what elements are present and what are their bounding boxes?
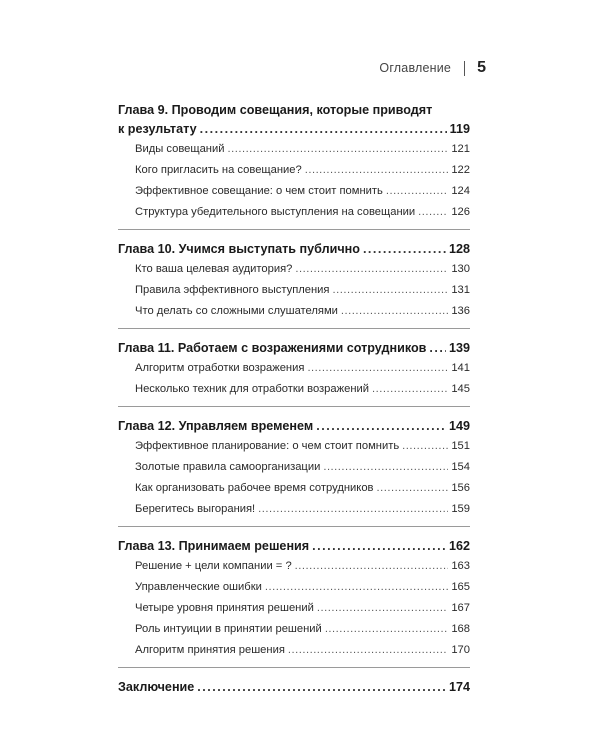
section-page: 124 (451, 185, 470, 197)
dot-leader (295, 259, 448, 280)
section-page: 159 (451, 503, 470, 515)
chapter-entry[interactable] (118, 240, 470, 259)
dot-leader (363, 240, 446, 259)
chapter-entry[interactable] (118, 339, 470, 358)
section-title: Что делать со сложными слушателями (135, 305, 338, 317)
chapter-page: 119 (449, 122, 470, 136)
page-number: 5 (477, 59, 486, 76)
chapter-entry[interactable] (118, 537, 470, 556)
section-title: Кого пригласить на совещание? (135, 164, 302, 176)
chapter-9 (118, 101, 470, 223)
section-entry[interactable] (118, 556, 470, 577)
section-entry[interactable] (118, 181, 470, 202)
section-entry[interactable] (118, 499, 470, 520)
chapter-title: Глава 13. Принимаем решения (118, 539, 310, 553)
section-page: 168 (451, 623, 470, 635)
section-title: Алгоритм отработки возражения (135, 362, 305, 374)
dot-leader (376, 478, 448, 499)
section-title: Правила эффективного выступления (135, 284, 330, 296)
dot-leader (305, 160, 449, 181)
conclusion-page: 174 (448, 680, 470, 694)
section-page: 122 (451, 164, 470, 176)
dot-leader (325, 619, 449, 640)
chapter-divider (118, 526, 470, 527)
section-title: Четыре уровня принятия решений (135, 602, 314, 614)
section-entry[interactable] (118, 301, 470, 322)
dot-leader (295, 556, 449, 577)
dot-leader (288, 640, 448, 661)
section-title: Берегитесь выгорания! (135, 503, 256, 515)
section-title: Роль интуиции в принятии решений (135, 623, 322, 635)
table-of-contents (118, 101, 470, 697)
chapter-entry[interactable] (118, 120, 470, 139)
section-title: Кто ваша целевая аудитория? (135, 263, 293, 275)
chapter-page: 162 (448, 539, 470, 553)
section-entry[interactable] (118, 379, 470, 400)
section-entry[interactable] (118, 358, 470, 379)
section-entry[interactable] (118, 478, 470, 499)
chapter-divider (118, 229, 470, 230)
section-page: 141 (451, 362, 470, 374)
section-entry[interactable] (118, 457, 470, 478)
section-title: Структура убедительного выступления на совещании (135, 206, 416, 218)
section-title: Решение + цели компании = ? (135, 560, 292, 572)
section-page: 170 (451, 644, 470, 656)
page-header (379, 59, 486, 77)
header-divider (464, 61, 465, 76)
section-title: Золотые правила самоорганизации (135, 461, 321, 473)
dot-leader (312, 537, 446, 556)
dot-leader (258, 499, 448, 520)
conclusion-entry[interactable] (118, 678, 470, 697)
dot-leader (265, 577, 448, 598)
section-title: Алгоритм принятия решения (135, 644, 285, 656)
chapter-10 (118, 240, 470, 322)
section-entry[interactable] (118, 280, 470, 301)
section-page: 136 (451, 305, 470, 317)
dot-leader (227, 139, 448, 160)
section-title: Эффективное планирование: о чем стоит помнить (135, 440, 400, 452)
section-page: 121 (451, 143, 470, 155)
section-entry[interactable] (118, 619, 470, 640)
dot-leader (333, 280, 449, 301)
chapter-divider (118, 667, 470, 668)
section-entry[interactable] (118, 640, 470, 661)
chapter-title: Глава 10. Учимся выступать публично (118, 242, 360, 256)
section-entry[interactable] (118, 160, 470, 181)
chapter-title[interactable]: Глава 9. Проводим совещания, которые приводят (118, 103, 433, 117)
section-page: 131 (451, 284, 470, 296)
chapter-page: 128 (448, 242, 470, 256)
chapter-13 (118, 537, 470, 661)
section-title: Эффективное совещание: о чем стоит помнить (135, 185, 383, 197)
chapter-page: 149 (448, 419, 470, 433)
chapter-page: 139 (448, 341, 470, 355)
section-entry[interactable] (118, 436, 470, 457)
section-entry[interactable] (118, 598, 470, 619)
chapter-11 (118, 339, 470, 400)
section-page: 165 (451, 581, 470, 593)
dot-leader (429, 339, 446, 358)
section-entry[interactable] (118, 577, 470, 598)
dot-leader (200, 120, 447, 139)
dot-leader (316, 417, 446, 436)
dot-leader (372, 379, 448, 400)
chapter-12 (118, 417, 470, 520)
dot-leader (402, 436, 448, 457)
section-page: 154 (451, 461, 470, 473)
dot-leader (323, 457, 448, 478)
section-page: 167 (451, 602, 470, 614)
section-page: 126 (451, 206, 470, 218)
section-page: 145 (451, 383, 470, 395)
section-entry[interactable] (118, 139, 470, 160)
section-title: Несколько техник для отработки возражений (135, 383, 369, 395)
section-page: 130 (451, 263, 470, 275)
section-title: Виды совещаний (135, 143, 225, 155)
chapter-divider (118, 406, 470, 407)
section-page: 156 (451, 482, 470, 494)
dot-leader (418, 202, 448, 223)
section-page: 151 (451, 440, 470, 452)
dot-leader (386, 181, 448, 202)
chapter-title: Глава 11. Работаем с возражениями сотрудников (118, 341, 427, 355)
conclusion-title: Заключение (118, 680, 195, 694)
chapter-entry[interactable] (118, 417, 470, 436)
dot-leader (307, 358, 448, 379)
section-title: Управленческие ошибки (135, 581, 262, 593)
dot-leader (317, 598, 448, 619)
chapter-divider (118, 328, 470, 329)
section-page: 163 (451, 560, 470, 572)
section-entry[interactable] (118, 259, 470, 280)
chapter-title-continued: к результату (118, 122, 197, 136)
running-title: Оглавление (379, 61, 452, 75)
section-entry[interactable] (118, 202, 470, 223)
section-title: Как организовать рабочее время сотрудников (135, 482, 374, 494)
chapter-title: Глава 12. Управляем временем (118, 419, 314, 433)
dot-leader (341, 301, 448, 322)
dot-leader (197, 678, 446, 697)
